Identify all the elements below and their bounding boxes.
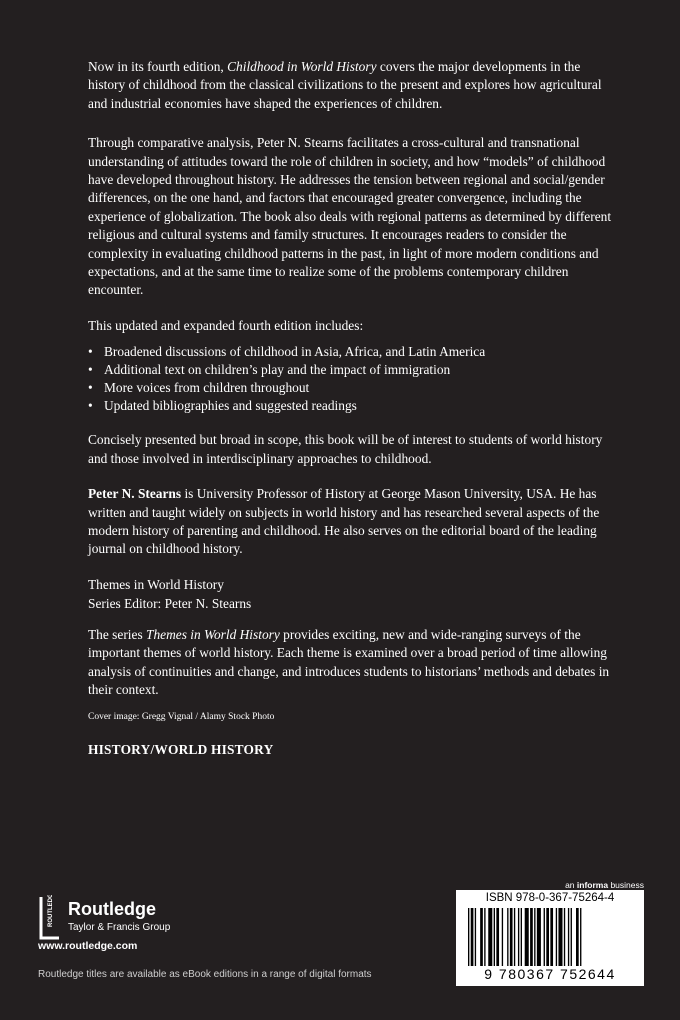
barcode-bar: [514, 908, 515, 966]
informa-prefix: an: [565, 880, 577, 890]
ebook-note: Routledge titles are available as eBook editions in a range of digital formats: [38, 969, 372, 980]
barcode-bar: [468, 908, 469, 966]
barcode-icon: [466, 908, 634, 966]
barcode-bar: [568, 908, 569, 966]
barcode-bar: [580, 908, 581, 966]
barcode-bar: [537, 908, 541, 966]
intro-paragraph: [88, 58, 620, 113]
barcode-digits: 9 780367 752644: [484, 966, 616, 982]
barcode-bar: [558, 908, 562, 966]
isbn-label: ISBN 978-0-367-75264-4: [485, 892, 615, 904]
informa-business-label: [565, 880, 644, 890]
barcode-bar: [494, 908, 495, 966]
author-name: Peter N. Stearns: [88, 486, 182, 502]
barcode-bar: [564, 908, 565, 966]
barcode-bar: [525, 908, 529, 966]
barcode-bar: [518, 908, 519, 966]
analysis-paragraph: Through comparative analysis, Peter N. Stearns facilitates a cross-cultural and transnational understanding of attitudes toward the role of children in society, and how “models” of childhood have developed throughout history. He addresses the tension between regional and social/gender differences, on the one hand, and factors that encouraged greater convergence, including the experience of globalization. The book also deals with regional patterns as determined by different religious and cultural systems and family structures. It encourages readers to consider the complexity in evaluating childhood patterns in the past, in light of more modern conditions and expectations, and at the same time to realize some of the problems contemporary children encounter.: [88, 135, 612, 298]
barcode-bar: [496, 908, 499, 966]
barcode-bar: [546, 908, 549, 966]
barcode-bar: [534, 908, 535, 966]
barcode-bar: [510, 908, 513, 966]
series-name: Themes in World History: [88, 576, 224, 592]
publisher-website: www.routledge.com: [38, 940, 138, 952]
barcode-bar: [530, 908, 533, 966]
features-intro: This updated and expanded fourth edition includes:: [88, 317, 364, 333]
feature-item: • Additional text on children’s play and the impact of immigration: [88, 361, 620, 379]
publisher-group: Taylor & Francis Group: [68, 922, 171, 933]
barcode-bar: [507, 908, 508, 966]
barcode-bar: [571, 908, 572, 966]
barcode-bar: [544, 908, 545, 966]
back-cover-text: [88, 58, 620, 758]
barcode-bar: [484, 908, 485, 966]
book-title: Childhood in World History: [227, 59, 377, 74]
feature-item: • Updated bibliographies and suggested readings: [88, 397, 620, 415]
barcode-bar: [576, 908, 579, 966]
series-description: [88, 626, 620, 700]
barcode-bar: [471, 908, 474, 966]
barcode-bar: [488, 908, 492, 966]
svg-text:ROUTLEDGE: ROUTLEDGE: [48, 895, 54, 927]
barcode-bar: [480, 908, 483, 966]
feature-item: • Broadened discussions of childhood in Asia, Africa, and Latin America: [88, 343, 620, 361]
isbn-barcode: [456, 890, 644, 986]
barcode-bar: [521, 908, 522, 966]
routledge-logo-icon: [38, 895, 62, 940]
informa-brand: informa: [576, 880, 609, 890]
intro-lead: Now in its fourth edition,: [88, 59, 228, 74]
cover-credit: Cover image: Gregg Vignal / Alamy Stock Photo: [88, 712, 275, 723]
series-desc-lead: The series: [88, 626, 147, 642]
barcode-bar: [502, 908, 503, 966]
barcode-bar: [475, 908, 476, 966]
author-bio-text: is University Professor of History at George Mason University, USA. He has written and taught widely on subjects in world history and has researched several aspects of the modern history of parenting and childhood. He also serves on the editorial board of the leading journal on childhood history.: [88, 486, 600, 557]
barcode-bar: [556, 908, 557, 966]
series-desc-rest: provides exciting, new and wide-ranging surveys of the important themes of world history. Each theme is examined over a broad period of time allowing analysis of continuities and change, and introduces students to historians’ methods and debates in their context.: [88, 626, 610, 697]
publisher-name: Routledge: [68, 899, 156, 919]
intro-rest: covers the major developments in the history of childhood from the classical civilizations to the present and explores how agricultural and industrial economies have shaped the experiences of children.: [88, 59, 602, 111]
series-desc-title: Themes in World History: [146, 626, 280, 642]
audience-paragraph: Concisely presented but broad in scope, this book will be of interest to students of world history and those involved in interdisciplinary approaches to childhood.: [88, 432, 603, 466]
informa-suffix: business: [608, 880, 644, 890]
series-info: [88, 575, 620, 613]
subject-category: HISTORY/WORLD HISTORY: [88, 742, 274, 758]
feature-item: • More voices from children throughout: [88, 379, 620, 397]
barcode-bar: [550, 908, 553, 966]
features-list: [88, 343, 620, 415]
author-bio: [88, 485, 620, 559]
series-editor: Series Editor: Peter N. Stearns: [88, 595, 252, 611]
